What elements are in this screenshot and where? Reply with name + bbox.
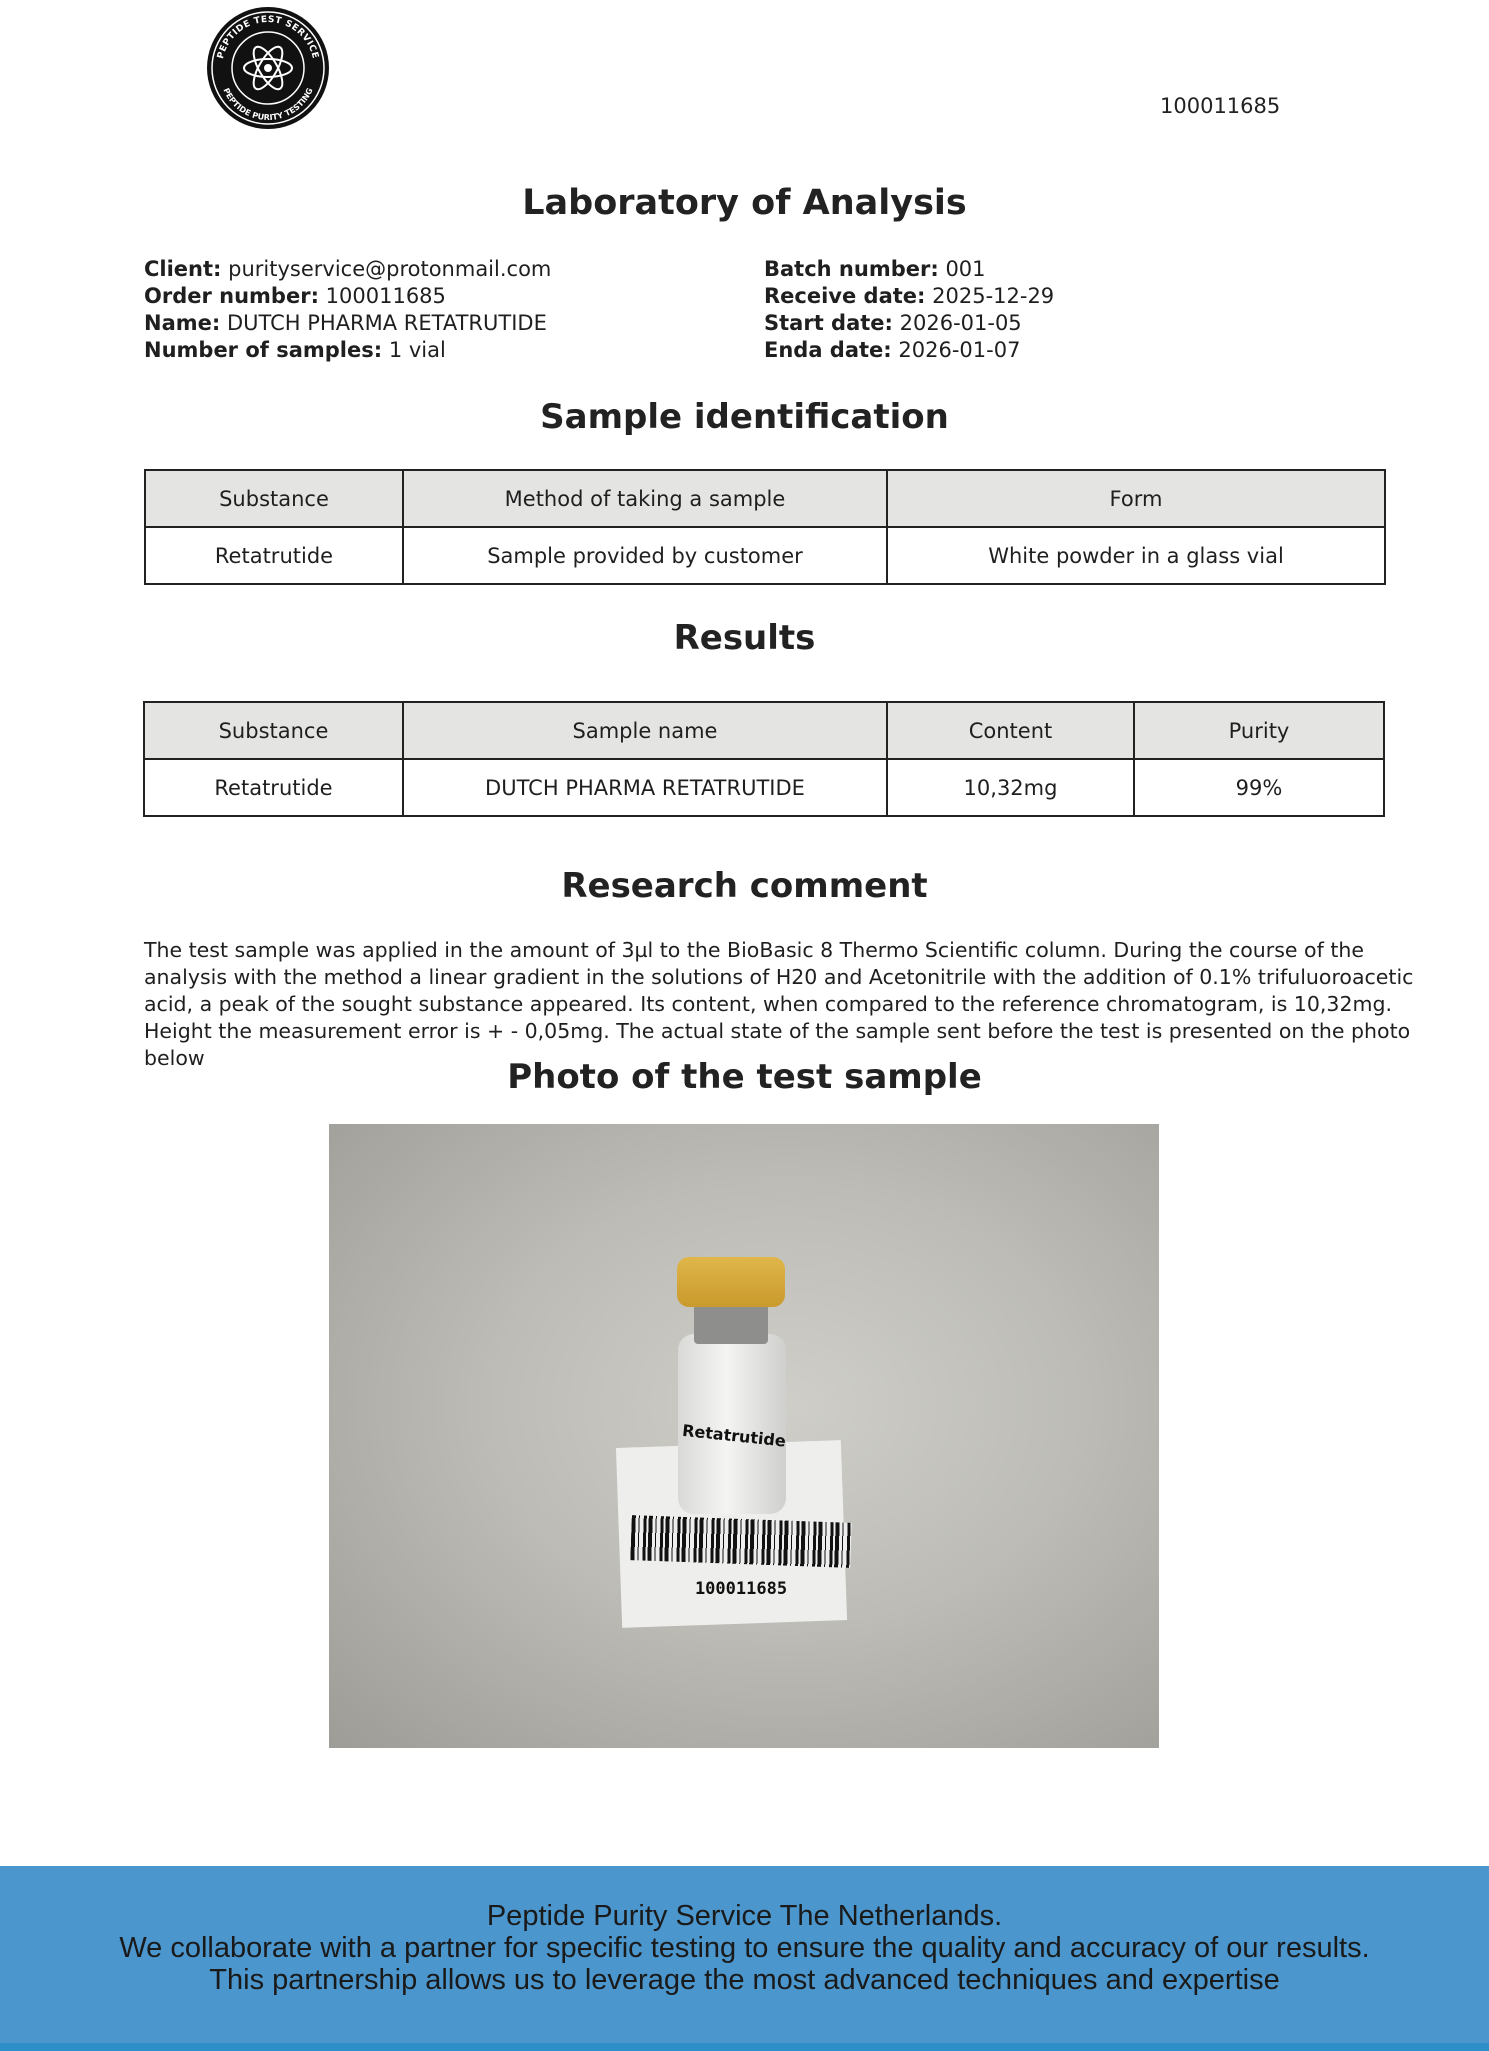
logo-text-top: PEPTIDE TEST SERVICE <box>215 14 321 60</box>
end-date: 2026-01-07 <box>898 338 1021 362</box>
footer-line: Peptide Purity Service The Netherlands. <box>486 1900 1003 1932</box>
table-header-cell: Method of taking a sample <box>403 470 887 527</box>
logo-text-bottom: PEPTIDE PURITY TESTING <box>221 86 315 123</box>
batch-number: 001 <box>945 257 986 281</box>
footer-line: This partnership allows us to leverage the most advanced techniques and expertise <box>209 1964 1280 1996</box>
table-header-row <box>145 470 1385 527</box>
footer-line: We collaborate with a partner for specific testing to ensure the quality and accuracy of our results. <box>119 1932 1370 1964</box>
batch-info <box>764 256 1054 364</box>
table-header-cell: Form <box>887 470 1385 527</box>
receive-label: Receive date: <box>764 284 926 308</box>
start-row <box>764 310 1054 337</box>
name-row <box>144 310 551 337</box>
table-header-cell: Substance <box>144 702 403 759</box>
samples-label: Number of samples: <box>144 338 383 362</box>
sample-name: DUTCH PHARMA RETATRUTIDE <box>226 311 547 335</box>
table-header-cell: Sample name <box>403 702 887 759</box>
table-cell: Retatrutide <box>144 759 403 816</box>
company-logo <box>206 6 330 130</box>
barcode <box>630 1515 851 1568</box>
table-cell: 99% <box>1134 759 1384 816</box>
table-header-cell: Substance <box>145 470 403 527</box>
barcode-number: 100011685 <box>694 1579 788 1599</box>
end-label: Enda date: <box>764 338 892 362</box>
client-info <box>144 256 551 364</box>
receive-row <box>764 283 1054 310</box>
photo-heading: Photo of the test sample <box>507 1057 982 1097</box>
name-label: Name: <box>144 311 221 335</box>
client-row <box>144 256 551 283</box>
table-cell: DUTCH PHARMA RETATRUTIDE <box>403 759 887 816</box>
results-heading: Results <box>673 618 816 658</box>
client-email: purityservice@protonmail.com <box>228 257 552 281</box>
order-label: Order number: <box>144 284 319 308</box>
batch-label: Batch number: <box>764 257 939 281</box>
footer-banner <box>0 1866 1489 2051</box>
research-comment-heading: Research comment <box>561 866 928 906</box>
table-header-cell: Purity <box>1134 702 1384 759</box>
batch-row <box>764 256 1054 283</box>
page-title: Laboratory of Analysis <box>522 183 967 223</box>
table-row <box>144 759 1384 816</box>
table-cell: Retatrutide <box>145 527 403 584</box>
results-table <box>143 701 1385 817</box>
end-row <box>764 337 1054 364</box>
vial-neck <box>694 1304 768 1344</box>
table-header-cell: Content <box>887 702 1134 759</box>
table-row <box>145 527 1385 584</box>
receive-date: 2025-12-29 <box>932 284 1055 308</box>
research-comment-text: The test sample was applied in the amount of 3µl to the BioBasic 8 Thermo Scientific column. During the course of the analysis with the method a linear gradient in the solutions of H20 and Acetonitrile with the addition of 0.1% trifuluoroacetic acid, a peak of the sought substance appeared. Its content, when compared to the reference chromatogram, is 10,32mg. Height the measurement error is + - 0,05mg. The actual state of the sample sent before the test is presented on the photo below <box>144 938 1414 1070</box>
start-date: 2026-01-05 <box>899 311 1022 335</box>
table-cell: 10,32mg <box>887 759 1134 816</box>
client-label: Client: <box>144 257 222 281</box>
vial-label: Retatrutide <box>681 1420 787 1451</box>
document-number: 100011685 <box>1160 94 1281 118</box>
samples-row <box>144 337 551 364</box>
vial-cap <box>677 1257 785 1307</box>
table-cell: Sample provided by customer <box>403 527 887 584</box>
sample-photo <box>329 1124 1159 1748</box>
sample-identification-heading: Sample identification <box>540 397 949 437</box>
order-number: 100011685 <box>325 284 446 308</box>
sample-identification-table <box>144 469 1386 585</box>
table-cell: White powder in a glass vial <box>887 527 1385 584</box>
start-label: Start date: <box>764 311 893 335</box>
samples-count: 1 vial <box>388 338 446 362</box>
order-row <box>144 283 551 310</box>
table-header-row <box>144 702 1384 759</box>
